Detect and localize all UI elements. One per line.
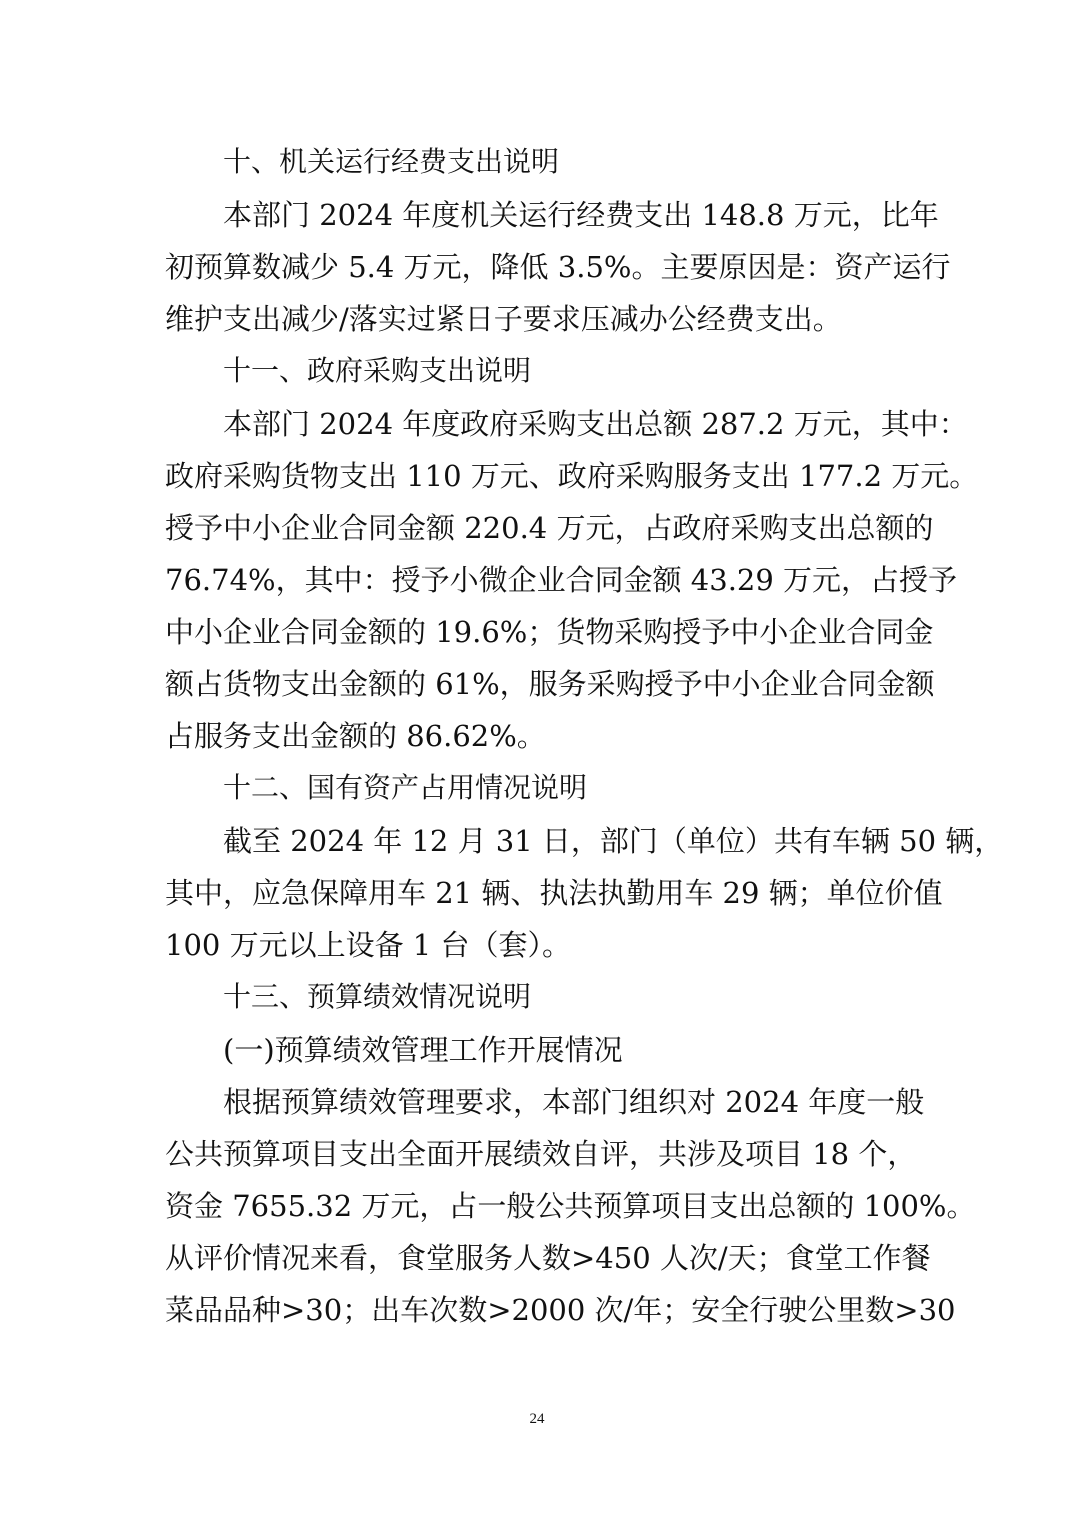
paragraph-line: 本部门 2024 年度政府采购支出总额 287.2 万元，其中： [223,407,968,441]
paragraph-line: 中小企业合同金额的 19.6%；货物采购授予中小企业合同金 [165,615,934,649]
section-heading: 十三、预算绩效情况说明 [223,980,532,1013]
paragraph-line: 政府采购货物支出 110 万元、政府采购服务支出 177.2 万元。 [165,459,979,493]
paragraph-line: 额占货物支出金额的 61%，服务采购授予中小企业合同金额 [165,667,935,701]
page-number: 24 [529,1411,545,1427]
paragraph-line: 菜品品种>30；出车次数>2000 次/年；安全行驶公里数>30 [165,1293,956,1327]
section-heading: 十、机关运行经费支出说明 [223,145,560,178]
paragraph-line: 占服务支出金额的 86.62%。 [165,719,546,753]
paragraph-line: 根据预算绩效管理要求，本部门组织对 2024 年度一般 [223,1085,925,1119]
subsection-heading: (一)预算绩效管理工作开展情况 [223,1033,623,1067]
section-heading: 十二、国有资产占用情况说明 [223,771,588,804]
paragraph-line: 从评价情况来看，食堂服务人数>450 人次/天；食堂工作餐 [165,1241,931,1275]
paragraph-line: 其中，应急保障用车 21 辆、执法执勤用车 29 辆；单位价值 [165,876,943,910]
page-content [165,136,1004,1336]
paragraph-line: 授予中小企业合同金额 220.4 万元，占政府采购支出总额的 [165,511,934,545]
paragraph-line: 本部门 2024 年度机关运行经费支出 148.8 万元，比年 [223,198,939,232]
paragraph-line: 维护支出减少/落实过紧日子要求压减办公经费支出。 [165,302,842,336]
paragraph-line: 资金 7655.32 万元，占一般公共预算项目支出总额的 100%。 [165,1189,976,1223]
section-heading: 十一、政府采购支出说明 [223,354,532,387]
paragraph-line: 初预算数减少 5.4 万元，降低 3.5%。主要原因是：资产运行 [165,250,951,284]
paragraph-line: 截至 2024 年 12 月 31 日，部门（单位）共有车辆 50 辆， [223,824,1004,858]
paragraph-line: 100 万元以上设备 1 台（套）。 [165,928,571,962]
paragraph-line: 76.74%，其中：授予小微企业合同金额 43.29 万元，占授予 [165,563,958,597]
paragraph-line: 公共预算项目支出全面开展绩效自评，共涉及项目 18 个， [165,1137,917,1171]
